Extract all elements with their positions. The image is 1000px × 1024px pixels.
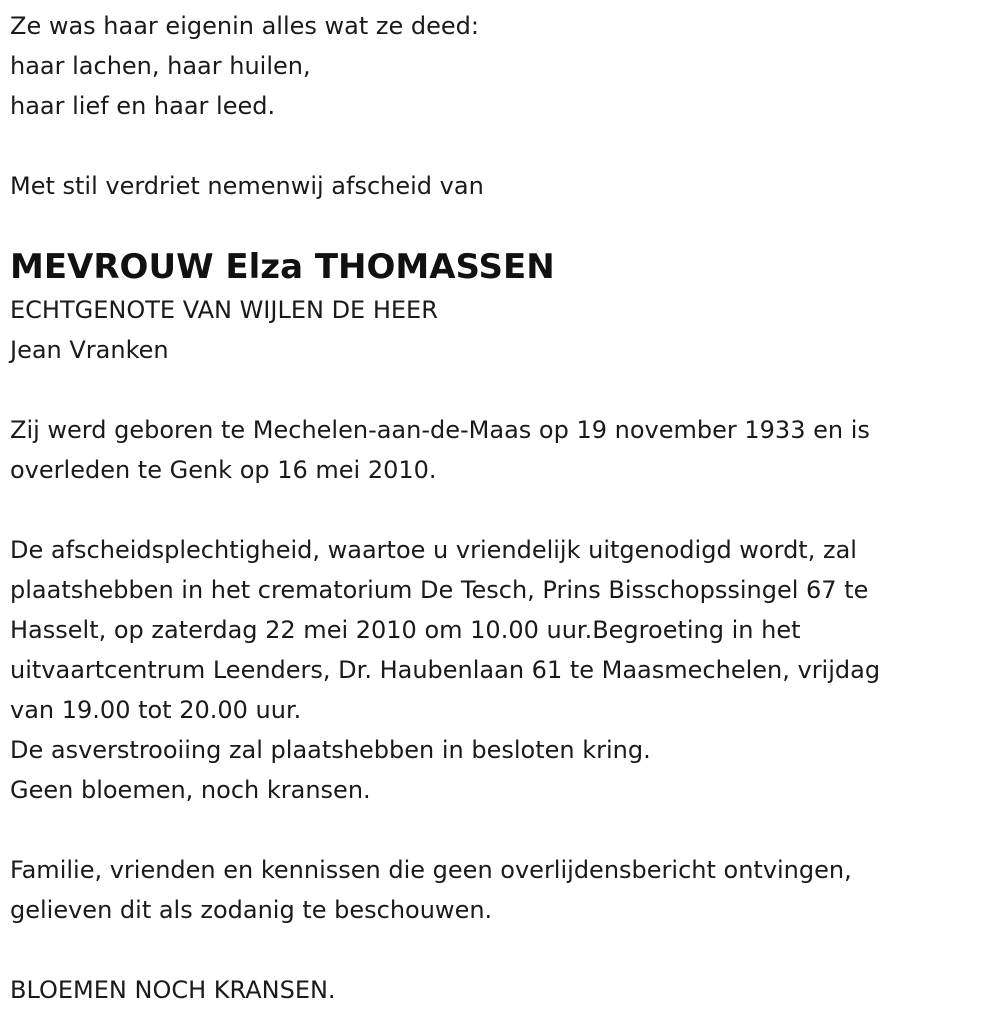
spacer	[10, 810, 985, 850]
poem-line: haar lachen, haar huilen,	[10, 52, 311, 80]
intro-line: Met stil verdriet nemenwij afscheid van	[10, 172, 484, 200]
paragraph-line: gelieven dit als zodanig te beschouwen.	[10, 896, 493, 924]
paragraph-line: Familie, vrienden en kennissen die geen overlijdensbericht ontvingen,	[10, 856, 852, 884]
obituary-document	[10, 6, 985, 1010]
poem-line: Ze was haar eigenin alles wat ze deed:	[10, 12, 479, 40]
spacer	[10, 930, 985, 970]
paragraph-line: De afscheidsplechtigheid, waartoe u vriendelijk uitgenodigd wordt, zal	[10, 536, 857, 564]
spacer	[10, 490, 985, 530]
spouse-title: ECHTGENOTE VAN WIJLEN DE HEER	[10, 296, 438, 324]
poem-line: haar lief en haar leed.	[10, 92, 276, 120]
paragraph-line: plaatshebben in het crematorium De Tesch, Prins Bisschopssingel 67 te	[10, 576, 869, 604]
spouse-name: Jean Vranken	[10, 336, 169, 364]
birth-death-paragraph	[10, 410, 985, 490]
paragraph-line: overleden te Genk op 16 mei 2010.	[10, 456, 437, 484]
poem-block	[10, 6, 985, 126]
notice-paragraph	[10, 850, 985, 930]
paragraph-line: uitvaartcentrum Leenders, Dr. Haubenlaan 61 te Maasmechelen, vrijdag	[10, 656, 881, 684]
paragraph-line: De asverstrooiing zal plaatshebben in besloten kring.	[10, 736, 651, 764]
ceremony-paragraph	[10, 530, 985, 810]
spacer	[10, 126, 985, 166]
closing-line: BLOEMEN NOCH KRANSEN.	[10, 976, 336, 1004]
paragraph-line: Geen bloemen, noch kransen.	[10, 776, 371, 804]
spacer	[10, 206, 985, 244]
paragraph-line: van 19.00 tot 20.00 uur.	[10, 696, 302, 724]
paragraph-line: Hasselt, op zaterdag 22 mei 2010 om 10.00 uur.Begroeting in het	[10, 616, 801, 644]
spacer	[10, 370, 985, 410]
deceased-name: MEVROUW Elza THOMASSEN	[10, 247, 555, 287]
paragraph-line: Zij werd geboren te Mechelen-aan-de-Maas op 19 november 1933 en is	[10, 416, 870, 444]
